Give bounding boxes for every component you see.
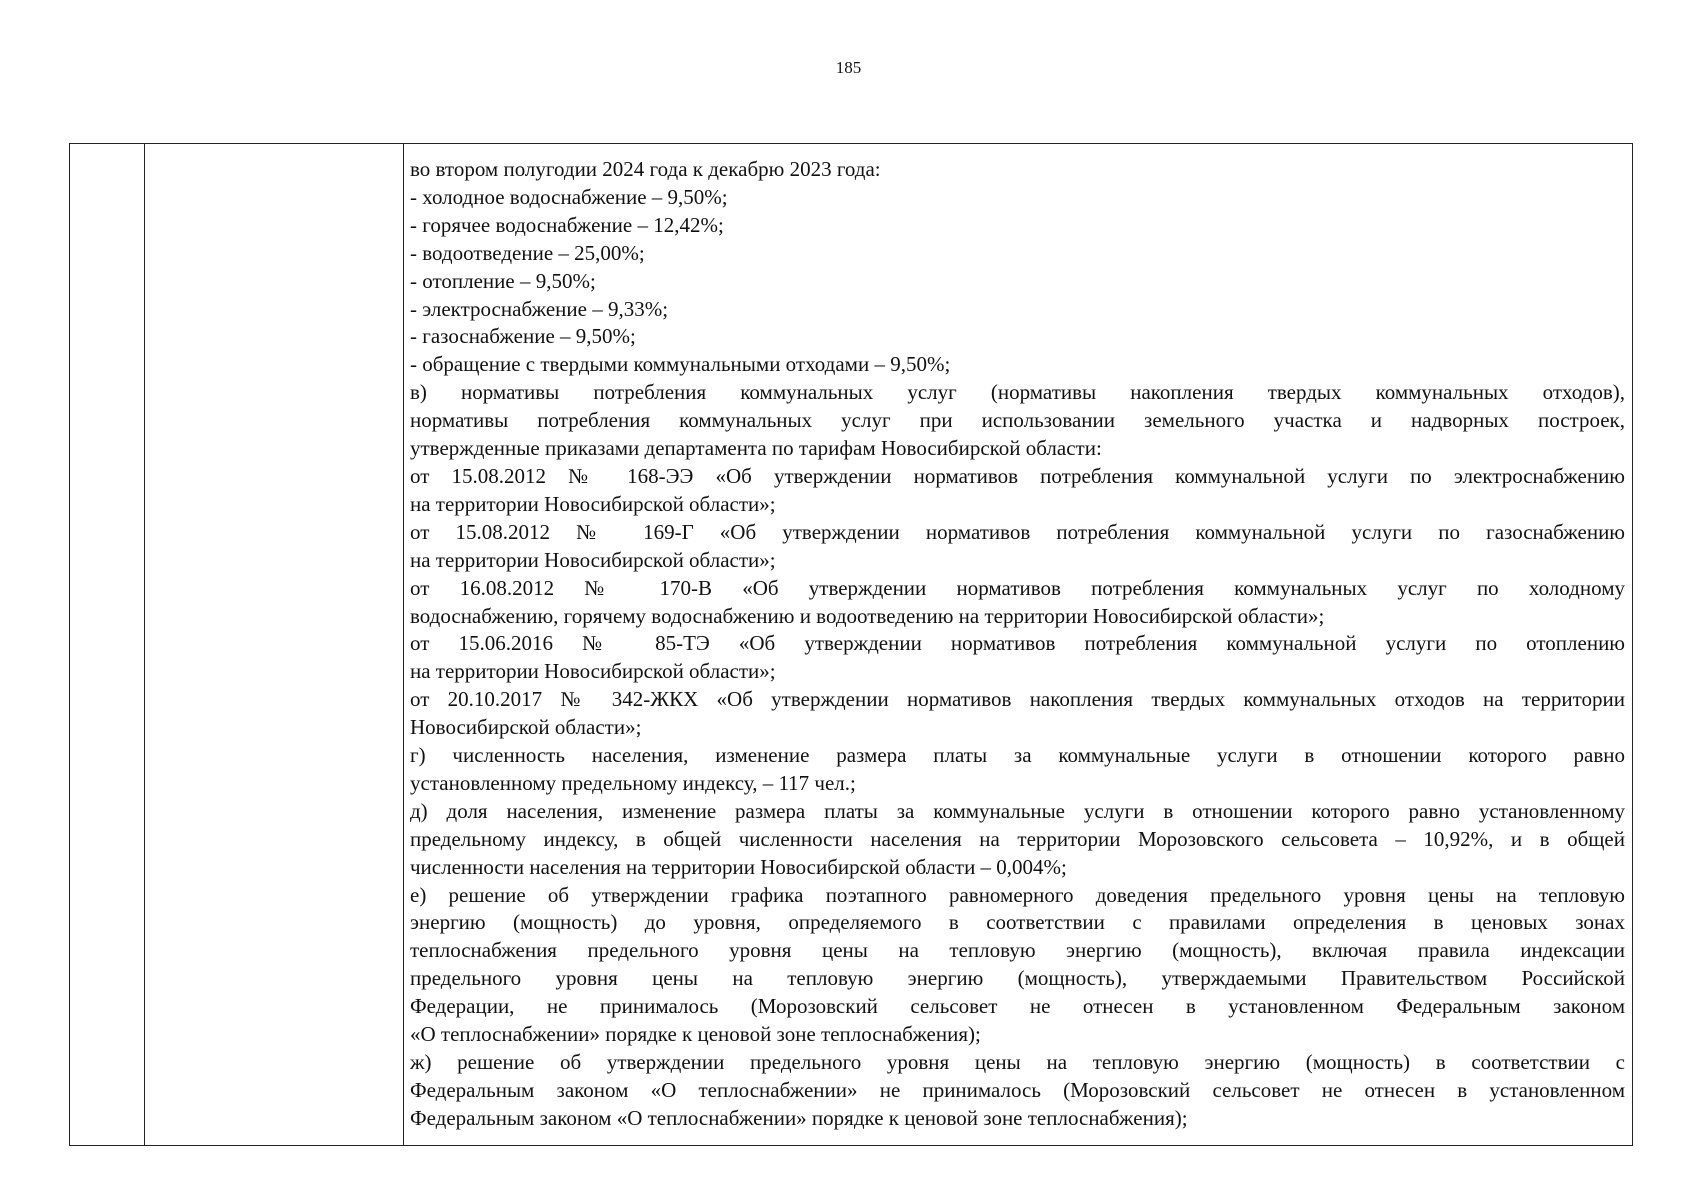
item-d-line-3: численности населения на территории Новосибирской области – 0,004%; <box>410 854 1067 879</box>
item-zh-line-2: Федеральным законом «О теплоснабжении» не принималось (Морозовский сельсовет не отнесен в установленном <box>410 1077 1625 1102</box>
intro-text: во втором полугодии 2024 года к декабрю 2023 года: <box>410 157 881 181</box>
item-v-line-1: в) нормативы потребления коммунальных услуг (нормативы накопления твердых коммунальных отходов), <box>410 380 1625 405</box>
index-hot-water: - горячее водоснабжение – 12,42%; <box>410 212 724 237</box>
table-cell-content <box>404 144 1633 1146</box>
item-d-line-1: д) доля населения, изменение размера платы за коммунальные услуги в отношении которого равно установленному <box>410 798 1625 823</box>
order-85-line-2: на территории Новосибирской области»; <box>410 659 776 684</box>
index-cold-water: - холодное водоснабжение – 9,50%; <box>410 184 728 209</box>
index-heating: - отопление – 9,50%; <box>410 268 596 293</box>
table-cell-number <box>70 144 145 1146</box>
order-170-line-1: от 16.08.2012 № 170-В «Об утверждении нормативов потребления коммунальных услуг по холодному <box>410 575 1625 600</box>
table-row <box>70 144 1633 1146</box>
index-sewerage: - водоотведение – 25,00%; <box>410 240 645 265</box>
order-169-line-1: от 15.08.2012 № 169-Г «Об утверждении нормативов потребления коммунальной услуги по газоснабжению <box>410 519 1625 544</box>
item-g-line-2: установленному предельному индексу, – 117 чел.; <box>410 770 856 795</box>
order-85-line-1: от 15.06.2016 № 85-ТЭ «Об утверждении нормативов потребления коммунальной услуги по отоплению <box>410 631 1625 656</box>
order-169-line-2: на территории Новосибирской области»; <box>410 547 776 572</box>
index-solid-waste: - обращение с твердыми коммунальными отходами – 9,50%; <box>410 352 951 377</box>
item-e-line-4: предельного уровня цены на тепловую энергию (мощность), утверждаемыми Правительством Российской <box>410 966 1625 991</box>
order-170-line-2: водоснабжению, горячему водоснабжению и водоотведению на территории Новосибирской области»; <box>410 603 1325 628</box>
item-v-line-3: утвержденные приказами департамента по тарифам Новосибирской области: <box>410 436 1102 461</box>
table-cell-name <box>145 144 404 1146</box>
item-zh-line-3: Федеральным законом «О теплоснабжении» порядке к ценовой зоне теплоснабжения); <box>410 1105 1188 1130</box>
page-number: 185 <box>835 58 862 77</box>
order-342-line-1: от 20.10.2017 № 342-ЖКХ «Об утверждении нормативов накопления твердых коммунальных отходов на территории <box>410 687 1625 712</box>
item-zh-line-1: ж) решение об утверждении предельного уровня цены на тепловую энергию (мощность) в соответствии с <box>410 1050 1625 1074</box>
item-e-line-3: теплоснабжения предельного уровня цены на тепловую энергию (мощность), включая правила индексации <box>410 938 1625 963</box>
item-d-line-2: предельному индексу, в общей численности населения на территории Морозовского сельсовета – 10,92%, и в общей <box>410 826 1625 851</box>
item-e-line-1: е) решение об утверждении графика поэтапного равномерного доведения предельного уровня цены на тепловую <box>410 882 1625 907</box>
order-168-line-1: от 15.08.2012 № 168-ЭЭ «Об утверждении нормативов потребления коммунальной услуги по электроснабжению <box>410 463 1625 488</box>
index-electricity: - электроснабжение – 9,33%; <box>410 296 669 321</box>
item-v-line-2: нормативы потребления коммунальных услуг при использовании земельного участка и надворных построек, <box>410 408 1625 433</box>
order-342-line-2: Новосибирской области»; <box>410 715 642 740</box>
item-e-line-6: «О теплоснабжении» порядке к ценовой зоне теплоснабжения); <box>410 1022 981 1047</box>
item-e-line-5: Федерации, не принималось (Морозовский сельсовет не отнесен в установленном Федеральным законом <box>410 994 1625 1019</box>
order-168-line-2: на территории Новосибирской области»; <box>410 491 776 516</box>
item-g-line-1: г) численность населения, изменение размера платы за коммунальные услуги в отношении которого равно <box>410 743 1625 768</box>
document-table <box>69 143 1633 1146</box>
item-e-line-2: энергию (мощность) до уровня, определяемого в соответствии с правилами определения в ценовых зонах <box>410 910 1625 935</box>
index-gas: - газоснабжение – 9,50%; <box>410 324 636 349</box>
